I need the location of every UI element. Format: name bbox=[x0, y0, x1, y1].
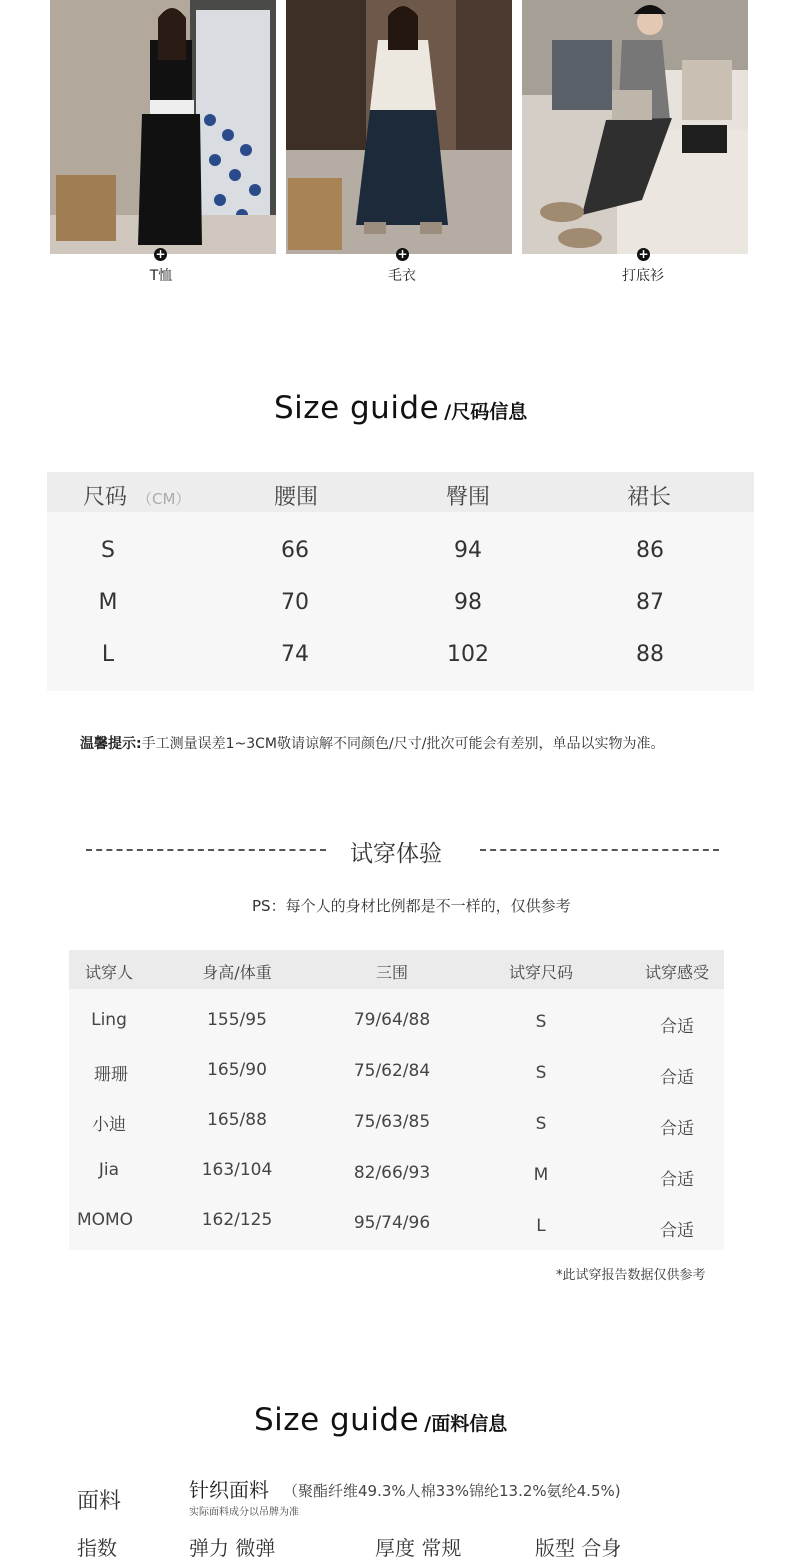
cell-size: M bbox=[98, 590, 118, 615]
header-person: 试穿人 bbox=[84, 963, 133, 982]
tryon-ps: PS：每个人的身材比例都是不一样的，仅供参考 bbox=[252, 897, 571, 915]
cell-tryon-size: L bbox=[536, 1216, 546, 1236]
tip-label: 温馨提示: bbox=[80, 736, 142, 752]
tryon-title: 试穿体验 bbox=[350, 841, 442, 867]
index-label: 指数 bbox=[77, 1536, 117, 1560]
cell-feel: 合适 bbox=[660, 1017, 694, 1037]
elasticity: 弹力 微弹 bbox=[189, 1536, 276, 1560]
cell-feel: 合适 bbox=[660, 1119, 694, 1139]
cell-feel: 合适 bbox=[660, 1170, 694, 1190]
tryon-table-header bbox=[69, 950, 724, 989]
cell-tryon-size: S bbox=[535, 1063, 547, 1083]
cell-feel: 合适 bbox=[660, 1221, 694, 1241]
plus-icon: + bbox=[638, 247, 649, 261]
divider-right bbox=[480, 849, 719, 851]
fabric-heading bbox=[254, 1402, 507, 1438]
header-measurements: 三围 bbox=[375, 963, 408, 982]
header-unit: （CM） bbox=[137, 490, 191, 508]
size-guide-subtitle: /尺码信息 bbox=[444, 401, 528, 423]
tryon-note: *此试穿报告数据仅供参考 bbox=[556, 1268, 706, 1283]
cell-height-weight: 163/104 bbox=[201, 1160, 273, 1180]
header-feel: 试穿感受 bbox=[644, 963, 709, 982]
cell-measurements: 82/66/93 bbox=[353, 1163, 431, 1183]
cell-hip: 94 bbox=[454, 538, 482, 563]
cell-length: 86 bbox=[636, 538, 664, 563]
tip-text: 手工测量误差1~3CM敬请谅解不同颜色/尺寸/批次可能会有差别，单品以实物为准。 bbox=[141, 736, 665, 752]
cell-hip: 98 bbox=[454, 590, 482, 615]
cell-waist: 74 bbox=[281, 642, 309, 667]
cell-person: Jia bbox=[98, 1160, 120, 1180]
cell-measurements: 95/74/96 bbox=[353, 1213, 431, 1233]
fabric-label: 面料 bbox=[77, 1489, 122, 1514]
size-table bbox=[47, 472, 754, 691]
tryon-table bbox=[69, 950, 724, 1250]
header-height-weight: 身高/体重 bbox=[202, 963, 272, 982]
outfit-photo-tshirt bbox=[50, 0, 276, 254]
size-guide-heading bbox=[274, 390, 527, 426]
cell-size: S bbox=[101, 538, 115, 563]
fit-type: 版型 合身 bbox=[535, 1536, 622, 1560]
cell-length: 87 bbox=[636, 590, 664, 615]
cell-measurements: 75/62/84 bbox=[353, 1061, 431, 1081]
cell-measurements: 75/63/85 bbox=[353, 1112, 431, 1132]
fabric-title: Size guide bbox=[254, 1402, 420, 1438]
cell-person: 小迪 bbox=[92, 1115, 126, 1135]
header-hip: 臀围 bbox=[446, 485, 491, 510]
cell-height-weight: 162/125 bbox=[201, 1210, 273, 1230]
header-tryon-size: 试穿尺码 bbox=[508, 963, 573, 982]
cell-size: L bbox=[101, 642, 115, 667]
cell-waist: 66 bbox=[281, 538, 309, 563]
fabric-subtitle: /面料信息 bbox=[424, 1413, 508, 1435]
fabric-note: 实际面料成分以吊牌为准 bbox=[189, 1507, 299, 1518]
thickness: 厚度 常规 bbox=[375, 1536, 462, 1560]
cell-person: 珊珊 bbox=[94, 1065, 128, 1085]
cell-waist: 70 bbox=[281, 590, 309, 615]
outfit-caption-sweater: 毛衣 bbox=[388, 268, 416, 284]
cell-length: 88 bbox=[636, 642, 664, 667]
cell-height-weight: 165/88 bbox=[207, 1110, 267, 1130]
cell-tryon-size: M bbox=[533, 1165, 549, 1185]
cell-tryon-size: S bbox=[535, 1012, 547, 1032]
size-table-header bbox=[47, 472, 754, 512]
size-guide-title: Size guide bbox=[274, 390, 440, 426]
plus-icon: + bbox=[397, 247, 408, 261]
cell-height-weight: 165/90 bbox=[207, 1060, 267, 1080]
header-length: 裙长 bbox=[627, 485, 672, 510]
cell-person: Ling bbox=[91, 1010, 127, 1030]
cell-feel: 合适 bbox=[660, 1068, 694, 1088]
cell-measurements: 79/64/88 bbox=[353, 1010, 431, 1030]
cell-tryon-size: S bbox=[535, 1114, 547, 1134]
outfit-caption-base-layer: 打底衫 bbox=[622, 268, 664, 284]
header-waist: 腰围 bbox=[274, 485, 319, 510]
fabric-type: 针织面料 bbox=[189, 1478, 269, 1502]
outfit-caption-tshirt: T恤 bbox=[149, 268, 173, 284]
fabric-composition: （聚酯纤维49.3%人棉33%锦纶13.2%氨纶4.5%) bbox=[283, 1482, 621, 1500]
header-size: 尺码 bbox=[83, 485, 128, 510]
cell-person: MOMO bbox=[76, 1210, 134, 1230]
cell-height-weight: 155/95 bbox=[207, 1010, 267, 1030]
outfit-photo-sweater bbox=[286, 0, 512, 254]
outfit-photo-base-layer bbox=[522, 0, 748, 254]
measurement-tip bbox=[80, 733, 664, 753]
plus-icon: + bbox=[155, 247, 166, 261]
cell-hip: 102 bbox=[447, 642, 489, 667]
divider-left bbox=[86, 849, 326, 851]
